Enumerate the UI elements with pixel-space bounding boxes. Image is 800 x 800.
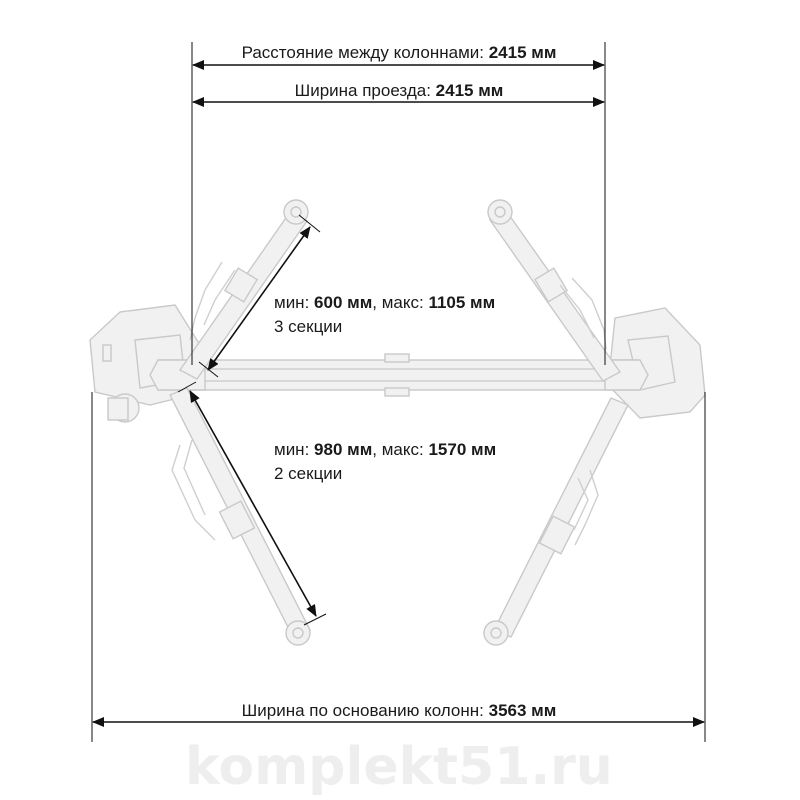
upper-arm-range-label: мин: 600 мм, макс: 1105 мм — [274, 293, 496, 312]
upper-right-arm — [488, 200, 620, 381]
crossbeam — [150, 354, 648, 396]
upper-left-arm — [180, 200, 308, 379]
lower-left-arm — [170, 388, 310, 645]
lower-arm-range-label: мин: 980 мм, макс: 1570 мм — [274, 440, 497, 459]
drive-width-label: Ширина проезда: 2415 мм — [294, 81, 504, 100]
lower-arm-arrow — [190, 391, 316, 616]
column-distance-label: Расстояние между колоннами: 2415 мм — [241, 43, 557, 62]
watermark: komplekt51.ru — [185, 737, 613, 797]
lower-arm-sections-label: 2 секции — [274, 464, 343, 483]
base-width-label: Ширина по основанию колонн: 3563 мм — [241, 701, 557, 720]
lift-illustration — [90, 200, 705, 645]
lower-right-arm — [484, 398, 628, 645]
upper-arm-sections-label: 3 секции — [274, 317, 343, 336]
